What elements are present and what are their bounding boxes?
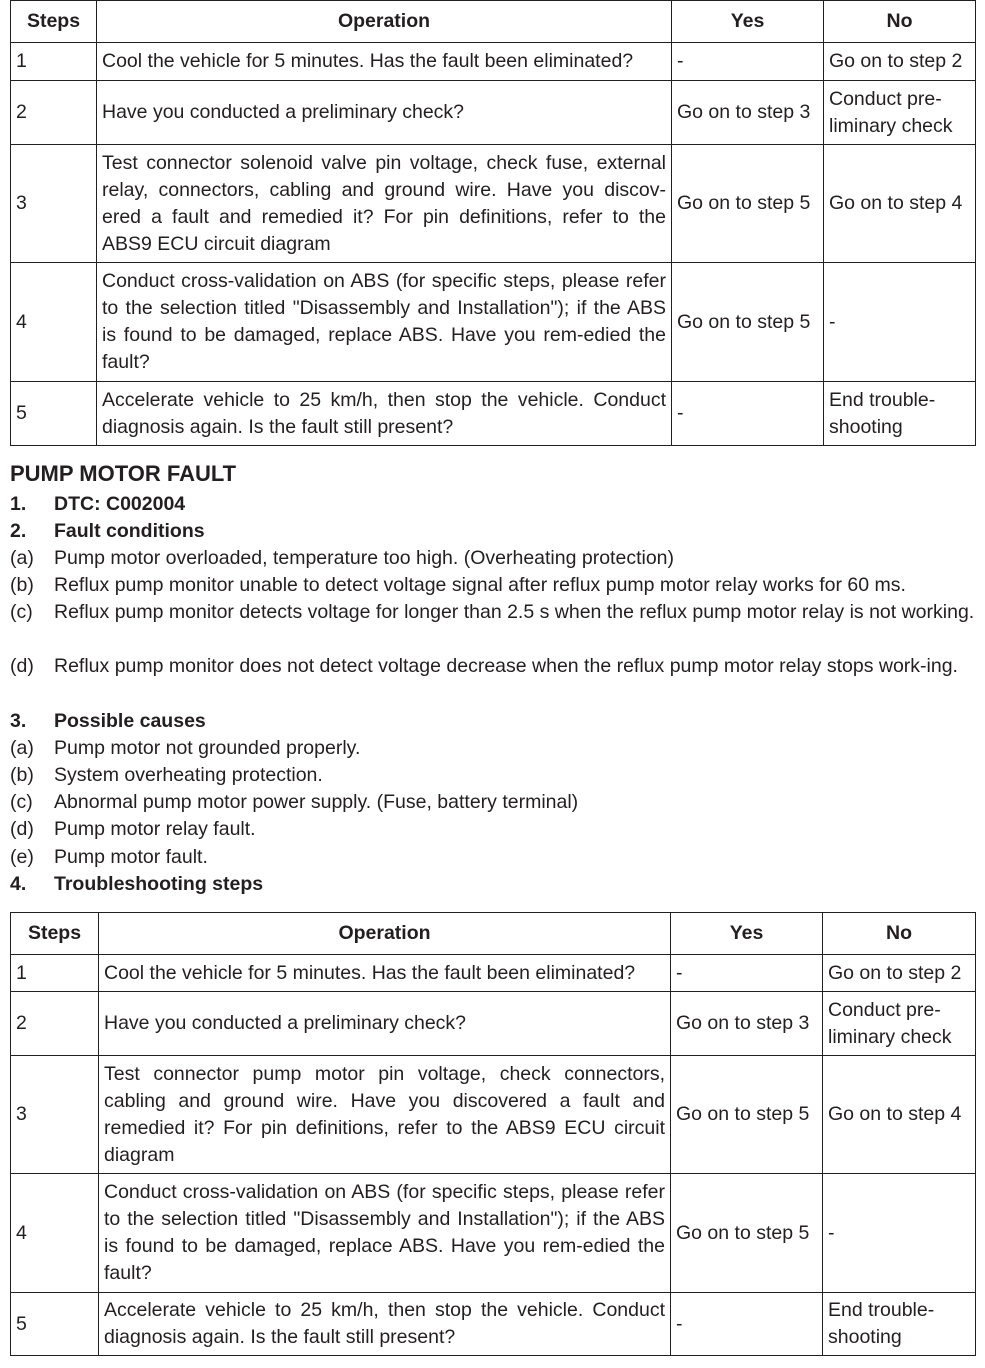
list-marker: 4. — [10, 873, 27, 895]
list-item — [10, 599, 975, 626]
operation-cell: Accelerate vehicle to 25 km/h, then stop the vehicle. Conduct diagnosis again. Is the fault still present? — [97, 382, 672, 446]
list-item — [10, 844, 975, 871]
yes-cell: - — [671, 955, 823, 992]
list-text: Pump motor not grounded properly. — [54, 737, 361, 759]
list-marker: 3. — [10, 710, 27, 732]
step-cell: 3 — [11, 1056, 99, 1174]
table-row — [11, 1293, 976, 1356]
step-cell: 2 — [11, 81, 97, 145]
operation-cell: Test connector pump motor pin voltage, check connectors, cabling and ground wire. Have you discovered a fault and remedied it? For pin definitions, refer to the ABS9 ECU circuit diagram — [99, 1056, 671, 1174]
table-row — [11, 992, 976, 1056]
table-row — [11, 1056, 976, 1174]
no-cell: Go on to step 2 — [823, 955, 976, 992]
dtc-code: DTC: C002004 — [54, 493, 186, 515]
list-text: Reflux pump monitor does not detect voltage decrease when the reflux pump motor relay stops work-ing. — [54, 655, 958, 677]
no-cell: Conduct pre-liminary check — [824, 81, 976, 145]
list-item-possible-causes — [10, 708, 975, 735]
heading-troubleshooting: Troubleshooting steps — [54, 873, 264, 895]
no-cell: End trouble-shooting — [823, 1293, 976, 1356]
yes-cell: - — [672, 382, 824, 446]
operation-cell: Conduct cross-validation on ABS (for specific steps, please refer to the selection titled "Disassembly and Installation"); if the ABS is found to be damaged, replace ABS. Have you rem-edied the fault? — [99, 1174, 671, 1293]
list-item — [10, 816, 975, 843]
list-text: Abnormal pump motor power supply. (Fuse, battery terminal) — [54, 791, 579, 813]
header-no: No — [823, 913, 976, 955]
operation-cell: Have you conducted a preliminary check? — [99, 992, 671, 1056]
header-yes: Yes — [671, 913, 823, 955]
no-cell: - — [824, 263, 976, 382]
no-cell: Go on to step 4 — [823, 1056, 976, 1174]
no-cell: Go on to step 4 — [824, 145, 976, 263]
yes-cell: - — [672, 43, 824, 81]
step-cell: 2 — [11, 992, 99, 1056]
table-row — [11, 382, 976, 446]
header-steps: Steps — [11, 1, 97, 43]
header-yes: Yes — [672, 1, 824, 43]
operation-cell: Cool the vehicle for 5 minutes. Has the fault been eliminated? — [99, 955, 671, 992]
step-cell: 5 — [11, 1293, 99, 1356]
list-item — [10, 789, 975, 816]
table-row — [11, 1174, 976, 1293]
no-cell: - — [823, 1174, 976, 1293]
list-marker: 1. — [10, 493, 27, 515]
list-marker: (b) — [10, 764, 34, 786]
list-marker: (c) — [10, 791, 33, 813]
list-text: Pump motor fault. — [54, 846, 208, 868]
section-title: PUMP MOTOR FAULT — [10, 461, 237, 486]
list-marker: (d) — [10, 818, 34, 840]
table-row — [11, 263, 976, 382]
list-item-fault-conditions — [10, 518, 975, 545]
table-row — [11, 81, 976, 145]
heading-fault-conditions: Fault conditions — [54, 520, 205, 542]
table-header-row — [11, 913, 976, 955]
step-cell: 1 — [11, 43, 97, 81]
header-operation: Operation — [97, 1, 672, 43]
list-item — [10, 735, 975, 762]
list-item-dtc — [10, 491, 975, 518]
yes-cell: Go on to step 3 — [671, 992, 823, 1056]
list-item — [10, 653, 975, 680]
list-marker: (c) — [10, 601, 33, 623]
list-marker: (a) — [10, 547, 34, 569]
list-marker: (d) — [10, 655, 34, 677]
table-row — [11, 43, 976, 81]
yes-cell: Go on to step 5 — [672, 145, 824, 263]
table-row — [11, 955, 976, 992]
list-item-troubleshooting — [10, 871, 975, 898]
header-operation: Operation — [99, 913, 671, 955]
operation-cell: Test connector solenoid valve pin voltage, check fuse, external relay, connectors, cabling and ground wire. Have you discov-ered a fault and remedied it? For pin definitions, refer to the ABS9 ECU circuit diagram — [97, 145, 672, 263]
table-row — [11, 145, 976, 263]
header-steps: Steps — [11, 913, 99, 955]
yes-cell: Go on to step 3 — [672, 81, 824, 145]
list-text: Reflux pump monitor unable to detect voltage signal after reflux pump motor relay works for 60 ms. — [54, 574, 906, 596]
list-item — [10, 572, 975, 599]
operation-cell: Have you conducted a preliminary check? — [97, 81, 672, 145]
no-cell: Conduct pre-liminary check — [823, 992, 976, 1056]
yes-cell: Go on to step 5 — [671, 1056, 823, 1174]
no-cell: Go on to step 2 — [824, 43, 976, 81]
yes-cell: - — [671, 1293, 823, 1356]
list-item — [10, 762, 975, 789]
operation-cell: Conduct cross-validation on ABS (for specific steps, please refer to the selection titled "Disassembly and Installation"); if the ABS is found to be damaged, replace ABS. Have you rem-edied the fault? — [97, 263, 672, 382]
no-cell: End trouble-shooting — [824, 382, 976, 446]
operation-cell: Accelerate vehicle to 25 km/h, then stop the vehicle. Conduct diagnosis again. Is the fault still present? — [99, 1293, 671, 1356]
list-text: Pump motor relay fault. — [54, 818, 256, 840]
troubleshooting-table-pump-motor — [10, 912, 976, 1356]
header-no: No — [824, 1, 976, 43]
step-cell: 4 — [11, 263, 97, 382]
list-text: Reflux pump monitor detects voltage for longer than 2.5 s when the reflux pump motor relay is not working. — [54, 601, 975, 623]
step-cell: 1 — [11, 955, 99, 992]
table-header-row — [11, 1, 976, 43]
list-item — [10, 545, 975, 572]
yes-cell: Go on to step 5 — [671, 1174, 823, 1293]
list-marker: (e) — [10, 846, 34, 868]
operation-cell: Cool the vehicle for 5 minutes. Has the fault been eliminated? — [97, 43, 672, 81]
list-marker: (b) — [10, 574, 34, 596]
list-marker: 2. — [10, 520, 27, 542]
list-text: Pump motor overloaded, temperature too high. (Overheating protection) — [54, 547, 675, 569]
list-text: System overheating protection. — [54, 764, 323, 786]
yes-cell: Go on to step 5 — [672, 263, 824, 382]
step-cell: 4 — [11, 1174, 99, 1293]
step-cell: 5 — [11, 382, 97, 446]
step-cell: 3 — [11, 145, 97, 263]
heading-possible-causes: Possible causes — [54, 710, 206, 732]
list-marker: (a) — [10, 737, 34, 759]
troubleshooting-table-solenoid — [10, 0, 976, 446]
